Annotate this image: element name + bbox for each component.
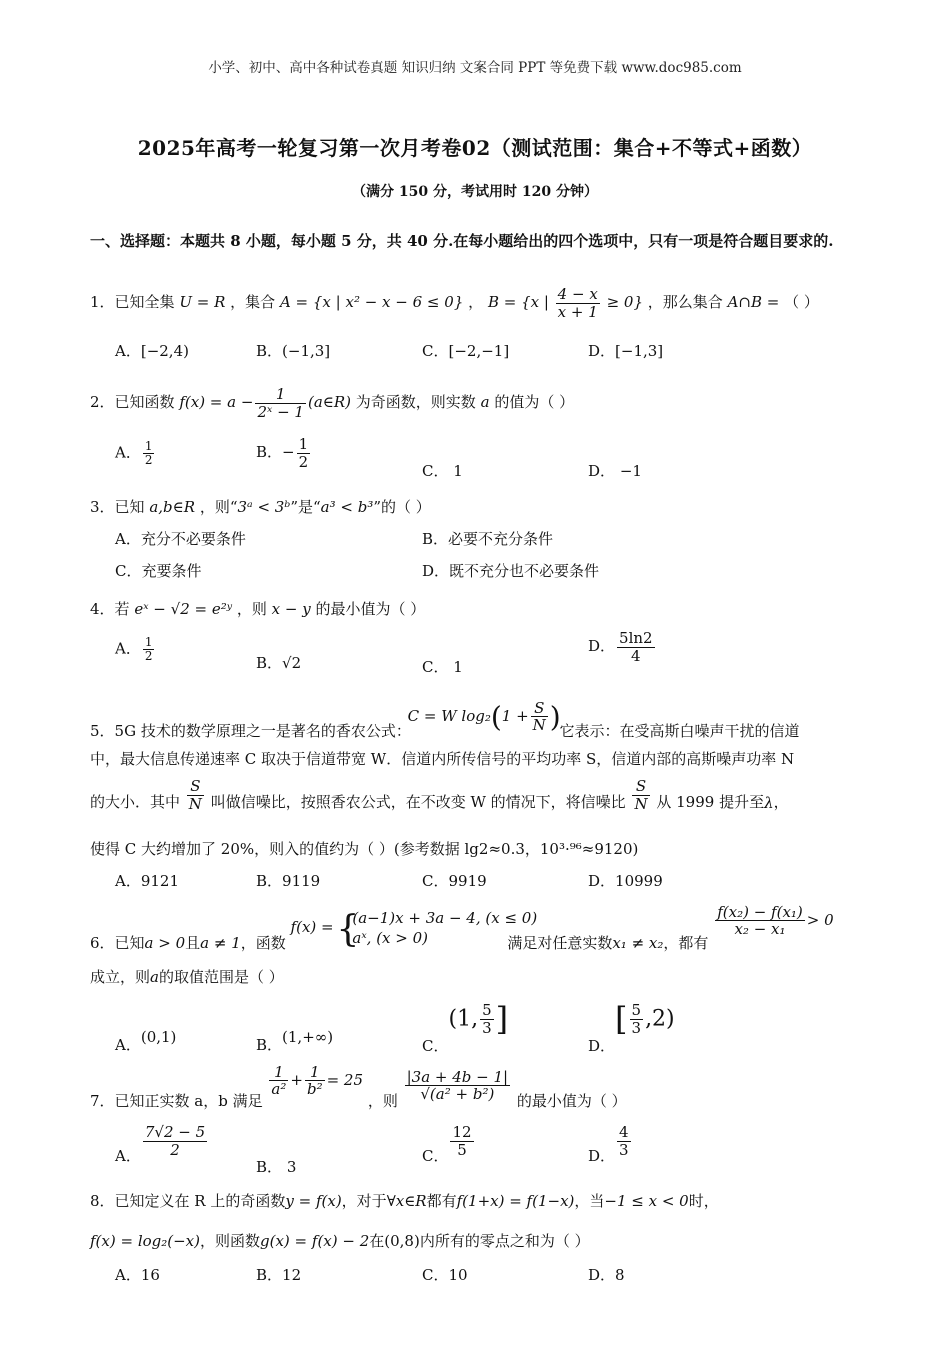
q7-c-den: 5	[457, 1140, 467, 1159]
q2-b-sign: −	[282, 443, 295, 461]
q2-f-num: 1	[255, 386, 306, 404]
q5-snr2-s: S	[632, 778, 649, 796]
q7-option-c-value	[450, 1124, 473, 1158]
q7-option-c	[422, 1124, 476, 1166]
q2-option-d-label: D．	[588, 462, 616, 480]
exam-title: 2025年高考一轮复习第一次月考卷02（测试范围：集合+不等式+函数）	[137, 136, 813, 160]
q2-option-a-label: A．	[115, 443, 141, 462]
q3-option-c: C．充要条件	[115, 562, 202, 580]
q2-b-num: 1	[298, 435, 309, 453]
q7-n2: 1	[305, 1064, 325, 1082]
q6-c-den: 3	[482, 1018, 492, 1037]
q7-d1: a²	[271, 1080, 287, 1098]
q1-tail: ，那么集合	[647, 293, 723, 311]
q5-sn-fraction	[531, 700, 548, 734]
q7-eq-post: = 25	[326, 1070, 364, 1089]
q4-option-a	[115, 636, 156, 663]
q6-prefix: 6．已知	[90, 934, 145, 952]
q7-d-den: 3	[619, 1140, 629, 1159]
question-6	[90, 902, 834, 953]
q4-option-d-value	[617, 630, 655, 664]
q2-option-a-value	[143, 440, 155, 467]
q6-c-pre: (1,	[448, 1006, 479, 1032]
q1-option-d-label: D．	[588, 342, 616, 360]
q7-option-c-label: C．	[422, 1147, 449, 1165]
q6-line2-pre: 成立，则	[90, 968, 151, 986]
q5-option-c: C．9919	[422, 872, 487, 890]
q8-prefix: 8．已知定义在 R 上的奇函数	[90, 1192, 286, 1210]
q5-snr-fraction-1	[187, 778, 204, 812]
q4-option-d	[588, 630, 657, 664]
q5-paren-open: (	[490, 700, 502, 733]
q6-case-1: { (a−1)x + 3a − 4, (x ≤ 0)	[352, 908, 538, 927]
q8-option-b: B．12	[256, 1266, 302, 1284]
q7-expr-den: √(a² + b²)	[420, 1085, 495, 1103]
q8-f-definition: f(x) = log₂(−x)	[90, 1232, 200, 1250]
q1-intersection: A∩B =	[727, 293, 780, 311]
q5-shannon-formula	[408, 700, 561, 734]
q8-interval: (0,8)	[384, 1232, 420, 1250]
q7-frac-2	[305, 1064, 325, 1098]
q2-function	[179, 385, 355, 421]
q5-line-4: 使得 C 大约增加了 20%，则入的值约为（ ）(参考数据 lg2≈0.3，10³·⁹⁶≈9120)	[90, 840, 639, 858]
q7-expression	[403, 1069, 513, 1103]
q7-d-num: 4	[619, 1123, 629, 1141]
q5-line1-end: 它表示：在受高斯白噪声干扰的信道	[559, 722, 800, 740]
q1-set-b	[487, 285, 648, 321]
header-watermark: 小学、初中、高中各种试卷真题 知识归纳 文案合同 PPT 等免费下载 www.doc985.com	[208, 60, 742, 76]
q6-option-a-label: A．	[115, 1036, 141, 1054]
q6-d-post: ,2)	[645, 1006, 675, 1032]
q6-option-c	[422, 1000, 508, 1056]
q4-option-a-value	[143, 636, 155, 663]
q6-a-positive: a > 0	[144, 933, 186, 952]
q8-option-c: C．10	[422, 1266, 468, 1284]
q3-condition-2: a³ < b³	[320, 498, 374, 516]
q6-var-a: a	[150, 968, 159, 986]
q4-mid: ，则	[236, 600, 267, 618]
q5-prefix: 5．5G 技术的数学原理之一是著名的香农公式：	[90, 722, 411, 740]
q8-option-a: A．16	[115, 1266, 160, 1284]
q2-option-b-label: B．	[256, 443, 283, 461]
question-1	[90, 286, 819, 320]
q6-ineq-fraction	[715, 904, 805, 938]
q1-option-a-label: A．	[115, 342, 141, 360]
q6-answer-blank: 的取值范围是（ ）	[158, 968, 284, 986]
q6-brace	[338, 908, 537, 948]
q6-mid2: ，函数	[240, 934, 286, 952]
q4-a-den: 2	[144, 649, 153, 664]
q1-prefix: 1．已知全集	[90, 293, 175, 311]
q3-option-d: D．既不充分也不必要条件	[422, 562, 600, 580]
q4-option-a-label: A．	[115, 639, 141, 658]
q6-line-2	[90, 966, 284, 987]
q8-line2-in: 在	[369, 1232, 385, 1250]
question-8	[90, 1190, 719, 1211]
q8-mid1: ，对于	[341, 1192, 387, 1210]
q1-b-den: x + 1	[557, 302, 598, 321]
q5-snr2-n: N	[634, 794, 648, 813]
q3-condition-1: 3ᵃ < 3ᵇ	[237, 498, 291, 516]
q2-a-num: 1	[144, 439, 153, 453]
q5-line3-mid: 叫做信噪比，按照香农公式，在不改变 W 的情况下，将信噪比	[210, 793, 626, 811]
q6-a-not-one: a ≠ 1	[200, 933, 241, 952]
question-7	[90, 1060, 627, 1111]
section-heading: 一、选择题：本题共 8 小题，每小题 5 分，共 40 分.在每小题给出的四个选项中，只有一项是符合题目要求的.	[90, 232, 834, 250]
q5-snr1-n: N	[188, 794, 202, 813]
q4-answer-blank: 的最小值为（ ）	[315, 600, 426, 618]
q4-a-num: 1	[144, 635, 153, 649]
q3-answer-blank: ”的（ ）	[373, 498, 431, 516]
q4-option-b-label: B．	[256, 654, 283, 672]
q5-formula-pre: C = W log₂	[407, 706, 491, 725]
q1-b-num: 4 − x	[557, 285, 598, 303]
q2-tail: 为奇函数，则实数	[355, 393, 476, 411]
q8-mid2: 都有	[426, 1192, 457, 1210]
q6-d-pre: [	[615, 1000, 628, 1038]
q5-option-a: A．9121	[115, 872, 180, 890]
q5-line3-pre: 的大小．其中	[90, 793, 181, 811]
q1-option-d	[588, 340, 663, 361]
q7-option-b	[256, 1156, 296, 1177]
q1-text: ，集合	[230, 293, 276, 311]
q6-option-c-label: C．	[422, 1037, 449, 1055]
q4-expression: x − y	[271, 600, 311, 618]
q3-option-a: A．充分不必要条件	[115, 530, 246, 548]
q5-snr1-s: S	[187, 778, 204, 796]
q5-formula-one: 1 +	[501, 706, 529, 725]
q6-option-a-value: (0,1)	[140, 1028, 177, 1046]
q5-line-3	[90, 778, 789, 812]
q2-b-den: 2	[298, 452, 309, 471]
q7-expr-num: |3a + 4b − 1|	[406, 1067, 509, 1086]
q7-option-d-label: D．	[588, 1147, 616, 1165]
q1-answer-blank: （ ）	[784, 293, 819, 311]
q6-option-a	[115, 1028, 176, 1055]
q5-lambda: λ	[764, 794, 774, 812]
q2-f-den: 2ˣ − 1	[257, 402, 304, 421]
q1-b-pre: B = {x |	[487, 293, 549, 311]
q2-option-d	[588, 460, 642, 481]
q4-option-d-label: D．	[588, 637, 616, 655]
q6-c-post: ]	[495, 1000, 509, 1038]
q7-a-den: 2	[170, 1140, 180, 1159]
q1-option-b-label: B．	[256, 342, 283, 360]
q4-d-num: 5ln2	[619, 629, 653, 647]
q6-d-fraction	[630, 1002, 644, 1036]
q7-option-d	[588, 1124, 633, 1166]
q1-b-post: ≥ 0}	[606, 293, 643, 311]
q6-d-num: 5	[631, 1001, 642, 1019]
q2-option-a	[115, 440, 156, 467]
q6-f-lhs: f(x) =	[290, 917, 334, 936]
q6-option-d-label: D．	[588, 1037, 616, 1055]
q6-x1-ne-x2: x₁ ≠ x₂	[612, 933, 664, 952]
q1-b-fraction	[556, 286, 600, 320]
q7-expr-fraction	[405, 1069, 511, 1103]
q4-option-c-value: 1	[453, 658, 463, 676]
q4-option-c	[422, 656, 463, 677]
q7-option-a	[115, 1124, 209, 1166]
question-2	[90, 386, 574, 420]
q1-option-a-value: [−2,4)	[140, 342, 189, 360]
q2-prefix: 2．已知函数	[90, 393, 175, 411]
q3-option-b: B．必要不充分条件	[422, 530, 554, 548]
q2-answer-blank: 的值为（ ）	[494, 393, 575, 411]
q8-option-d: D．8	[588, 1266, 625, 1284]
q2-f-pre: f(x) = a −	[179, 393, 254, 411]
q6-monotonic-inequality	[713, 904, 833, 938]
q1-option-c-value: [−2,−1]	[448, 342, 510, 360]
q6-option-b-label: B．	[256, 1036, 283, 1054]
q7-prefix: 7．已知正实数 a，b 满足	[90, 1092, 263, 1110]
q2-option-b	[256, 436, 312, 470]
q1-set-a: A = {x | x² − x − 6 ≤ 0}	[279, 293, 464, 311]
question-5	[90, 692, 800, 741]
question-3	[90, 496, 431, 517]
q6-mid4: ，都有	[663, 934, 709, 952]
q6-ineq-den: x₂ − x₁	[734, 920, 786, 938]
q2-var-a: a	[480, 393, 490, 411]
q1-option-c	[422, 340, 509, 361]
q6-case-2: aˣ, (x > 0)	[352, 928, 429, 947]
q5-line3-post: 从 1999 提升至	[656, 793, 765, 811]
q3-mid1: ，则“	[199, 498, 238, 516]
q2-fraction	[255, 386, 306, 420]
q3-ab: a,b∈R	[149, 498, 196, 516]
q1-comma: ，	[468, 293, 484, 311]
q7-option-b-label: B．	[256, 1158, 283, 1176]
q1-option-a	[115, 340, 189, 361]
q1-option-b-value: (−1,3]	[282, 342, 331, 360]
q6-option-b-value: (1,+∞)	[282, 1028, 334, 1046]
q1-option-c-label: C．	[422, 342, 449, 360]
q7-c-num: 12	[452, 1123, 472, 1141]
q7-frac-1	[269, 1064, 288, 1098]
q6-option-d	[588, 1000, 675, 1056]
q4-prefix: 4．若	[90, 600, 130, 618]
q7-answer-blank: 的最小值为（ ）	[516, 1092, 627, 1110]
q4-d-den: 4	[631, 646, 641, 665]
q7-plus: +	[290, 1070, 303, 1089]
q8-range: −1 ≤ x < 0	[604, 1192, 689, 1210]
q8-yf: y = f(x)	[285, 1192, 342, 1210]
exam-subtitle: （满分 150 分，考试用时 120 分钟）	[352, 184, 598, 200]
q7-option-b-value: 3	[286, 1158, 297, 1176]
q5-line-2: 中，最大信息传递速率 C 取决于信道带宽 W．信道内所传信号的平均功率 S，信道内部的高斯噪声功率 N	[90, 750, 795, 768]
q2-option-c-value: 1	[453, 462, 463, 480]
q7-a-num: 7√2 − 5	[144, 1123, 206, 1141]
q1-universal-set: U = R	[179, 293, 226, 311]
q5-line3-end: ，	[773, 793, 789, 811]
q7-option-d-value	[617, 1124, 631, 1158]
q6-ineq-num: f(x₂) − f(x₁)	[717, 902, 803, 921]
q8-symmetry: f(1+x) = f(1−x)	[456, 1192, 575, 1210]
q1-option-d-value: [−1,3]	[615, 342, 664, 360]
question-4	[90, 598, 425, 619]
q3-prefix: 3．已知	[90, 498, 145, 516]
q3-mid2: ”是“	[290, 498, 321, 516]
q8-line-2	[90, 1230, 590, 1251]
q5-option-d: D．10999	[588, 872, 663, 890]
q5-snr-fraction-2	[632, 778, 649, 812]
q7-n1: 1	[269, 1064, 288, 1082]
q2-option-c-label: C．	[422, 462, 449, 480]
q7-constraint	[267, 1064, 363, 1098]
q8-g-function: g(x) = f(x) − 2	[260, 1232, 370, 1250]
q8-forall: ∀x∈R	[386, 1192, 427, 1210]
q7-d2: b²	[306, 1080, 323, 1098]
q2-f-post: (a∈R)	[307, 393, 352, 411]
q5-option-b: B．9119	[256, 872, 321, 890]
q4-equation: eˣ − √2 = e²ʸ	[134, 600, 233, 618]
q6-piecewise-function	[290, 908, 538, 948]
q6-c-num: 5	[482, 1001, 492, 1019]
q8-mid3: ，当	[574, 1192, 605, 1210]
q7-option-a-label: A．	[115, 1147, 141, 1165]
q6-c-fraction	[480, 1002, 494, 1036]
q6-option-b	[256, 1028, 333, 1055]
q7-option-a-value	[143, 1124, 207, 1158]
q2-option-b-value	[297, 436, 311, 470]
q8-line2-mid: ，则函数	[200, 1232, 261, 1250]
q5-s: S	[531, 700, 548, 718]
q2-option-c	[422, 460, 463, 481]
q5-paren-close: )	[549, 700, 561, 733]
q4-option-b	[256, 652, 301, 673]
q8-answer-blank: 内所有的零点之和为（ ）	[419, 1232, 590, 1250]
q2-option-d-value: −1	[619, 462, 642, 480]
q6-d-den: 3	[631, 1018, 642, 1037]
q8-end1: 时，	[688, 1192, 719, 1210]
q4-option-c-label: C．	[422, 658, 449, 676]
q7-mid: ，则	[367, 1092, 398, 1110]
q1-option-b	[256, 340, 330, 361]
q4-option-b-value: √2	[282, 654, 302, 672]
q6-ineq-post: > 0	[806, 910, 834, 929]
q2-a-den: 2	[144, 453, 153, 468]
q5-n: N	[532, 716, 546, 734]
q6-mid3: 满足对任意实数	[507, 934, 613, 952]
q6-mid1: 且	[185, 934, 201, 952]
